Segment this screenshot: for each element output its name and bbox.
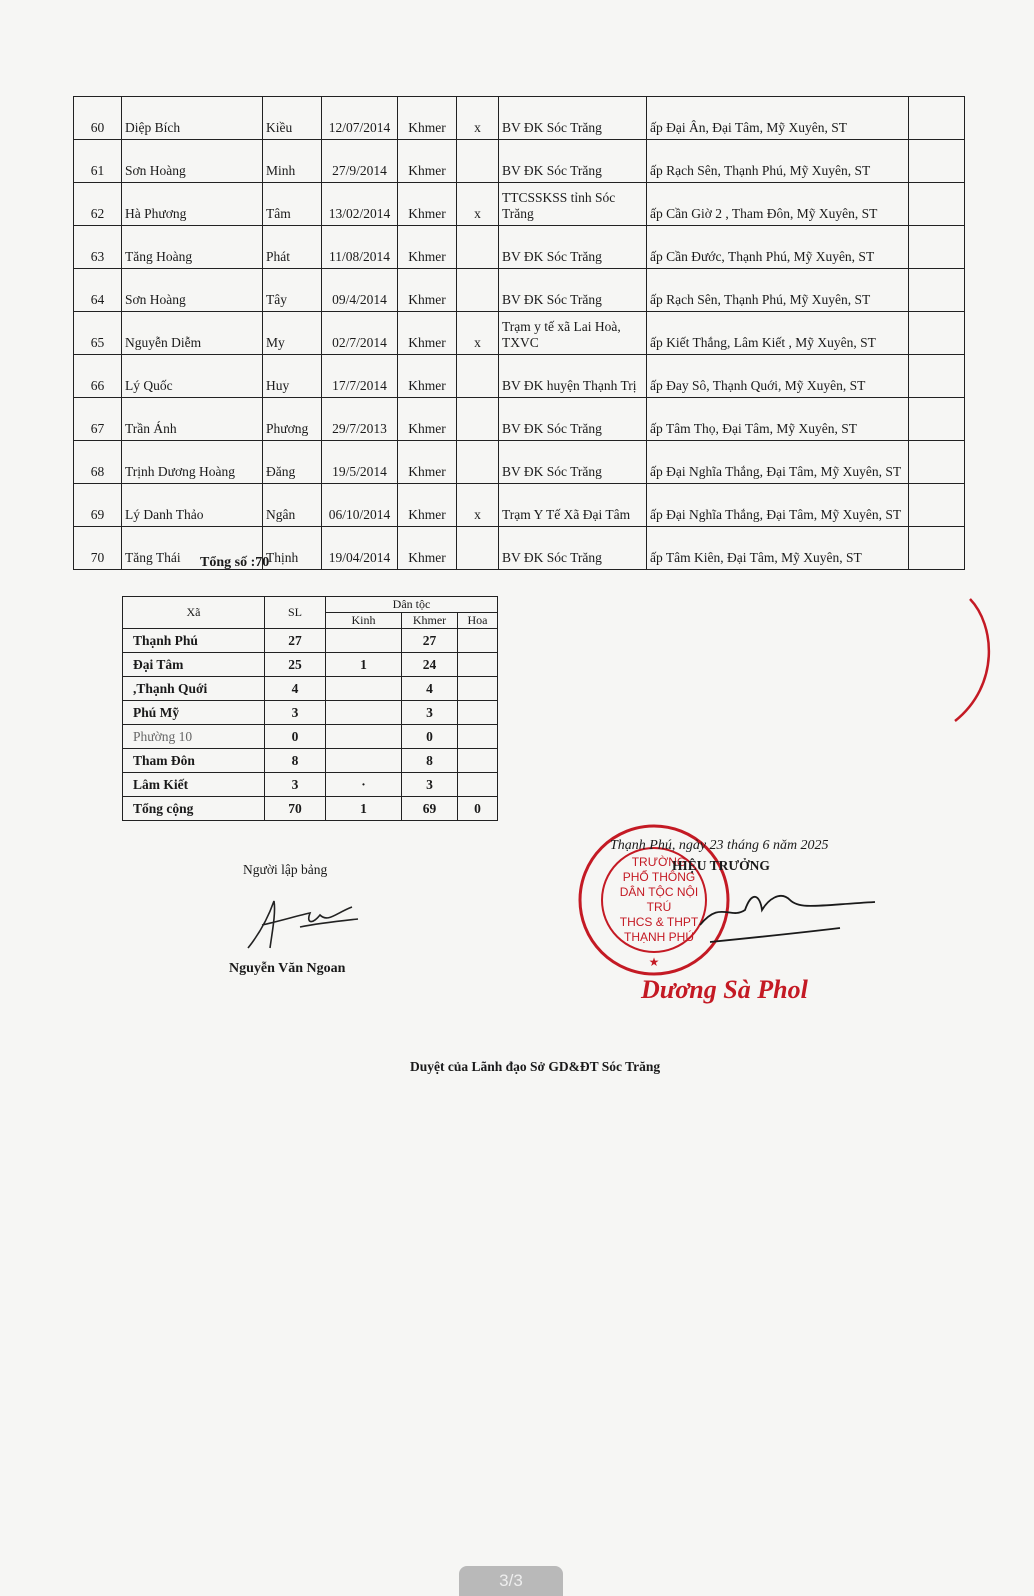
hoa-count bbox=[458, 629, 498, 653]
note-cell bbox=[909, 441, 965, 484]
summary-row bbox=[123, 653, 498, 677]
birth-date: 02/7/2014 bbox=[322, 312, 398, 355]
kinh-count: 1 bbox=[326, 653, 402, 677]
given-name: Kiều bbox=[263, 97, 322, 140]
given-name: Thịnh bbox=[263, 527, 322, 570]
preparer-name: Nguyễn Văn Ngoan bbox=[229, 961, 346, 976]
note-cell bbox=[909, 226, 965, 269]
birth-date: 19/5/2014 bbox=[322, 441, 398, 484]
birth-date: 17/7/2014 bbox=[322, 355, 398, 398]
birth-place: BV ĐK Sóc Trăng bbox=[499, 398, 647, 441]
address: ấp Rạch Sên, Thạnh Phú, Mỹ Xuyên, ST bbox=[647, 269, 909, 312]
given-name: Tây bbox=[263, 269, 322, 312]
gender-mark: x bbox=[457, 183, 499, 226]
row-number: 65 bbox=[74, 312, 122, 355]
summary-row bbox=[123, 749, 498, 773]
birth-place: Trạm y tế xã Lai Hoà, TXVC bbox=[499, 312, 647, 355]
hoa-count bbox=[458, 725, 498, 749]
approval-line: Duyệt của Lãnh đạo Sở GD&ĐT Sóc Trăng bbox=[410, 1059, 661, 1074]
kinh-count: 1 bbox=[326, 797, 402, 821]
family-name: Trịnh Dương Hoàng bbox=[122, 441, 263, 484]
row-number: 61 bbox=[74, 140, 122, 183]
kinh-count bbox=[326, 629, 402, 653]
family-name: Sơn Hoàng bbox=[122, 140, 263, 183]
commune-name: Tổng cộng bbox=[123, 797, 265, 821]
birth-place: Trạm Y Tế Xã Đại Tâm bbox=[499, 484, 647, 527]
birth-place: BV ĐK Sóc Trăng bbox=[499, 97, 647, 140]
given-name: My bbox=[263, 312, 322, 355]
total-count-cell: 70 bbox=[265, 797, 326, 821]
header-dan-toc: Dân tộc bbox=[326, 597, 498, 613]
gender-mark bbox=[457, 355, 499, 398]
ethnicity: Khmer bbox=[398, 140, 457, 183]
birth-date: 13/02/2014 bbox=[322, 183, 398, 226]
header-xa: Xã bbox=[123, 597, 265, 629]
summary-row bbox=[123, 773, 498, 797]
summary-row bbox=[123, 677, 498, 701]
row-number: 60 bbox=[74, 97, 122, 140]
total-count-cell: 4 bbox=[265, 677, 326, 701]
row-number: 62 bbox=[74, 183, 122, 226]
hoa-count bbox=[458, 701, 498, 725]
table-row bbox=[74, 140, 965, 183]
family-name: Diệp Bích bbox=[122, 97, 263, 140]
note-cell bbox=[909, 97, 965, 140]
khmer-count: 0 bbox=[402, 725, 458, 749]
address: ấp Đại Nghĩa Thắng, Đại Tâm, Mỹ Xuyên, ST bbox=[647, 441, 909, 484]
address: ấp Đại Ân, Đại Tâm, Mỹ Xuyên, ST bbox=[647, 97, 909, 140]
khmer-count: 24 bbox=[402, 653, 458, 677]
table-row bbox=[74, 484, 965, 527]
header-hoa: Hoa bbox=[458, 613, 498, 629]
khmer-count: 3 bbox=[402, 701, 458, 725]
note-cell bbox=[909, 527, 965, 570]
table-row bbox=[74, 312, 965, 355]
gender-mark: x bbox=[457, 97, 499, 140]
seal-line: THCS & THPT bbox=[619, 915, 699, 929]
table-row bbox=[74, 97, 965, 140]
birth-place: TTCSSKSS tỉnh Sóc Trăng bbox=[499, 183, 647, 226]
given-name: Tâm bbox=[263, 183, 322, 226]
khmer-count: 8 bbox=[402, 749, 458, 773]
total-count-cell: 8 bbox=[265, 749, 326, 773]
given-name: Đăng bbox=[263, 441, 322, 484]
gender-mark bbox=[457, 398, 499, 441]
commune-name: Phường 10 bbox=[123, 725, 265, 749]
address: ấp Cần Đước, Thạnh Phú, Mỹ Xuyên, ST bbox=[647, 226, 909, 269]
commune-name: Lâm Kiết bbox=[123, 773, 265, 797]
given-name: Ngân bbox=[263, 484, 322, 527]
family-name: Sơn Hoàng bbox=[122, 269, 263, 312]
gender-mark bbox=[457, 527, 499, 570]
principal-title: HIỆU TRƯỞNG bbox=[672, 858, 770, 873]
row-number: 70 bbox=[74, 527, 122, 570]
note-cell bbox=[909, 312, 965, 355]
total-count-cell: 25 bbox=[265, 653, 326, 677]
birth-date: 06/10/2014 bbox=[322, 484, 398, 527]
hoa-count: 0 bbox=[458, 797, 498, 821]
kinh-count bbox=[326, 725, 402, 749]
address: ấp Đay Sô, Thạnh Quới, Mỹ Xuyên, ST bbox=[647, 355, 909, 398]
address: ấp Tâm Thọ, Đại Tâm, Mỹ Xuyên, ST bbox=[647, 398, 909, 441]
khmer-count: 69 bbox=[402, 797, 458, 821]
table-row bbox=[74, 183, 965, 226]
total-count-cell: 0 bbox=[265, 725, 326, 749]
svg-text:★: ★ bbox=[648, 955, 660, 969]
seal-line: PHỔ THÔNG bbox=[622, 870, 696, 884]
principal-signature bbox=[690, 880, 880, 950]
hoa-count bbox=[458, 749, 498, 773]
ethnicity: Khmer bbox=[398, 355, 457, 398]
family-name: Nguyễn Diễm bbox=[122, 312, 263, 355]
gender-mark bbox=[457, 269, 499, 312]
kinh-count bbox=[326, 749, 402, 773]
kinh-count bbox=[326, 701, 402, 725]
page-indicator[interactable]: 3/3 bbox=[459, 1566, 563, 1596]
gender-mark bbox=[457, 140, 499, 183]
hoa-count bbox=[458, 773, 498, 797]
commune-name: Đại Tâm bbox=[123, 653, 265, 677]
kinh-count: · bbox=[326, 773, 402, 797]
gender-mark: x bbox=[457, 312, 499, 355]
total-count: Tổng số :70 bbox=[200, 555, 270, 570]
given-name: Minh bbox=[263, 140, 322, 183]
note-cell bbox=[909, 484, 965, 527]
header-khmer: Khmer bbox=[402, 613, 458, 629]
gender-mark bbox=[457, 226, 499, 269]
family-name: Lý Quốc bbox=[122, 355, 263, 398]
birth-date: 12/07/2014 bbox=[322, 97, 398, 140]
ethnicity: Khmer bbox=[398, 269, 457, 312]
row-number: 69 bbox=[74, 484, 122, 527]
khmer-count: 3 bbox=[402, 773, 458, 797]
ethnicity: Khmer bbox=[398, 398, 457, 441]
birth-date: 11/08/2014 bbox=[322, 226, 398, 269]
gender-mark bbox=[457, 441, 499, 484]
birth-place: BV ĐK Sóc Trăng bbox=[499, 140, 647, 183]
edge-seal-fragment bbox=[945, 595, 995, 725]
note-cell bbox=[909, 140, 965, 183]
given-name: Huy bbox=[263, 355, 322, 398]
birth-place: BV ĐK Sóc Trăng bbox=[499, 527, 647, 570]
summary-row bbox=[123, 701, 498, 725]
ethnicity: Khmer bbox=[398, 226, 457, 269]
commune-name: ,Thạnh Quới bbox=[123, 677, 265, 701]
kinh-count bbox=[326, 677, 402, 701]
total-count-cell: 3 bbox=[265, 773, 326, 797]
ethnicity: Khmer bbox=[398, 527, 457, 570]
total-count-cell: 3 bbox=[265, 701, 326, 725]
address: ấp Tâm Kiên, Đại Tâm, Mỹ Xuyên, ST bbox=[647, 527, 909, 570]
table-row bbox=[74, 398, 965, 441]
row-number: 63 bbox=[74, 226, 122, 269]
family-name: Hà Phương bbox=[122, 183, 263, 226]
commune-name: Phú Mỹ bbox=[123, 701, 265, 725]
gender-mark: x bbox=[457, 484, 499, 527]
given-name: Phát bbox=[263, 226, 322, 269]
birth-place: BV ĐK Sóc Trăng bbox=[499, 441, 647, 484]
row-number: 68 bbox=[74, 441, 122, 484]
summary-row bbox=[123, 797, 498, 821]
ethnicity: Khmer bbox=[398, 97, 457, 140]
ethnicity: Khmer bbox=[398, 312, 457, 355]
row-number: 67 bbox=[74, 398, 122, 441]
seal-line: TRƯỜNG bbox=[631, 855, 687, 869]
birth-date: 09/4/2014 bbox=[322, 269, 398, 312]
summary-row bbox=[123, 725, 498, 749]
birth-place: BV ĐK Sóc Trăng bbox=[499, 269, 647, 312]
student-table bbox=[73, 96, 965, 570]
hoa-count bbox=[458, 653, 498, 677]
address: ấp Đại Nghĩa Thắng, Đại Tâm, Mỹ Xuyên, ST bbox=[647, 484, 909, 527]
birth-date: 29/7/2013 bbox=[322, 398, 398, 441]
hoa-count bbox=[458, 677, 498, 701]
ethnicity: Khmer bbox=[398, 441, 457, 484]
ethnicity: Khmer bbox=[398, 183, 457, 226]
preparer-signature bbox=[240, 893, 360, 955]
row-number: 66 bbox=[74, 355, 122, 398]
family-name: Tăng Hoàng bbox=[122, 226, 263, 269]
address: ấp Kiết Thắng, Lâm Kiết , Mỹ Xuyên, ST bbox=[647, 312, 909, 355]
given-name: Phương bbox=[263, 398, 322, 441]
header-sl: SL bbox=[265, 597, 326, 629]
note-cell bbox=[909, 183, 965, 226]
signing-date: Thạnh Phú, ngày 23 tháng 6 năm 2025 bbox=[610, 838, 829, 853]
birth-place: BV ĐK huyện Thạnh Trị bbox=[499, 355, 647, 398]
birth-date: 19/04/2014 bbox=[322, 527, 398, 570]
header-kinh: Kinh bbox=[326, 613, 402, 629]
table-row bbox=[74, 355, 965, 398]
seal-line: DÂN TỘC NỘI TRÚ bbox=[619, 885, 699, 914]
address: ấp Cần Giờ 2 , Tham Đôn, Mỹ Xuyên, ST bbox=[647, 183, 909, 226]
table-row bbox=[74, 269, 965, 312]
note-cell bbox=[909, 398, 965, 441]
khmer-count: 4 bbox=[402, 677, 458, 701]
family-name: Tăng Thái bbox=[122, 527, 263, 570]
khmer-count: 27 bbox=[402, 629, 458, 653]
summary-table bbox=[122, 596, 498, 821]
principal-name: Dương Sà Phol bbox=[641, 975, 808, 1004]
total-count-cell: 27 bbox=[265, 629, 326, 653]
family-name: Trần Ánh bbox=[122, 398, 263, 441]
birth-date: 27/9/2014 bbox=[322, 140, 398, 183]
seal-line: THẠNH PHÚ bbox=[623, 930, 694, 944]
summary-row bbox=[123, 629, 498, 653]
row-number: 64 bbox=[74, 269, 122, 312]
address: ấp Rạch Sên, Thạnh Phú, Mỹ Xuyên, ST bbox=[647, 140, 909, 183]
commune-name: Tham Đôn bbox=[123, 749, 265, 773]
family-name: Lý Danh Thảo bbox=[122, 484, 263, 527]
note-cell bbox=[909, 269, 965, 312]
preparer-label: Người lập bảng bbox=[243, 862, 328, 877]
note-cell bbox=[909, 355, 965, 398]
commune-name: Thạnh Phú bbox=[123, 629, 265, 653]
table-row bbox=[74, 226, 965, 269]
table-row bbox=[74, 441, 965, 484]
ethnicity: Khmer bbox=[398, 484, 457, 527]
birth-place: BV ĐK Sóc Trăng bbox=[499, 226, 647, 269]
